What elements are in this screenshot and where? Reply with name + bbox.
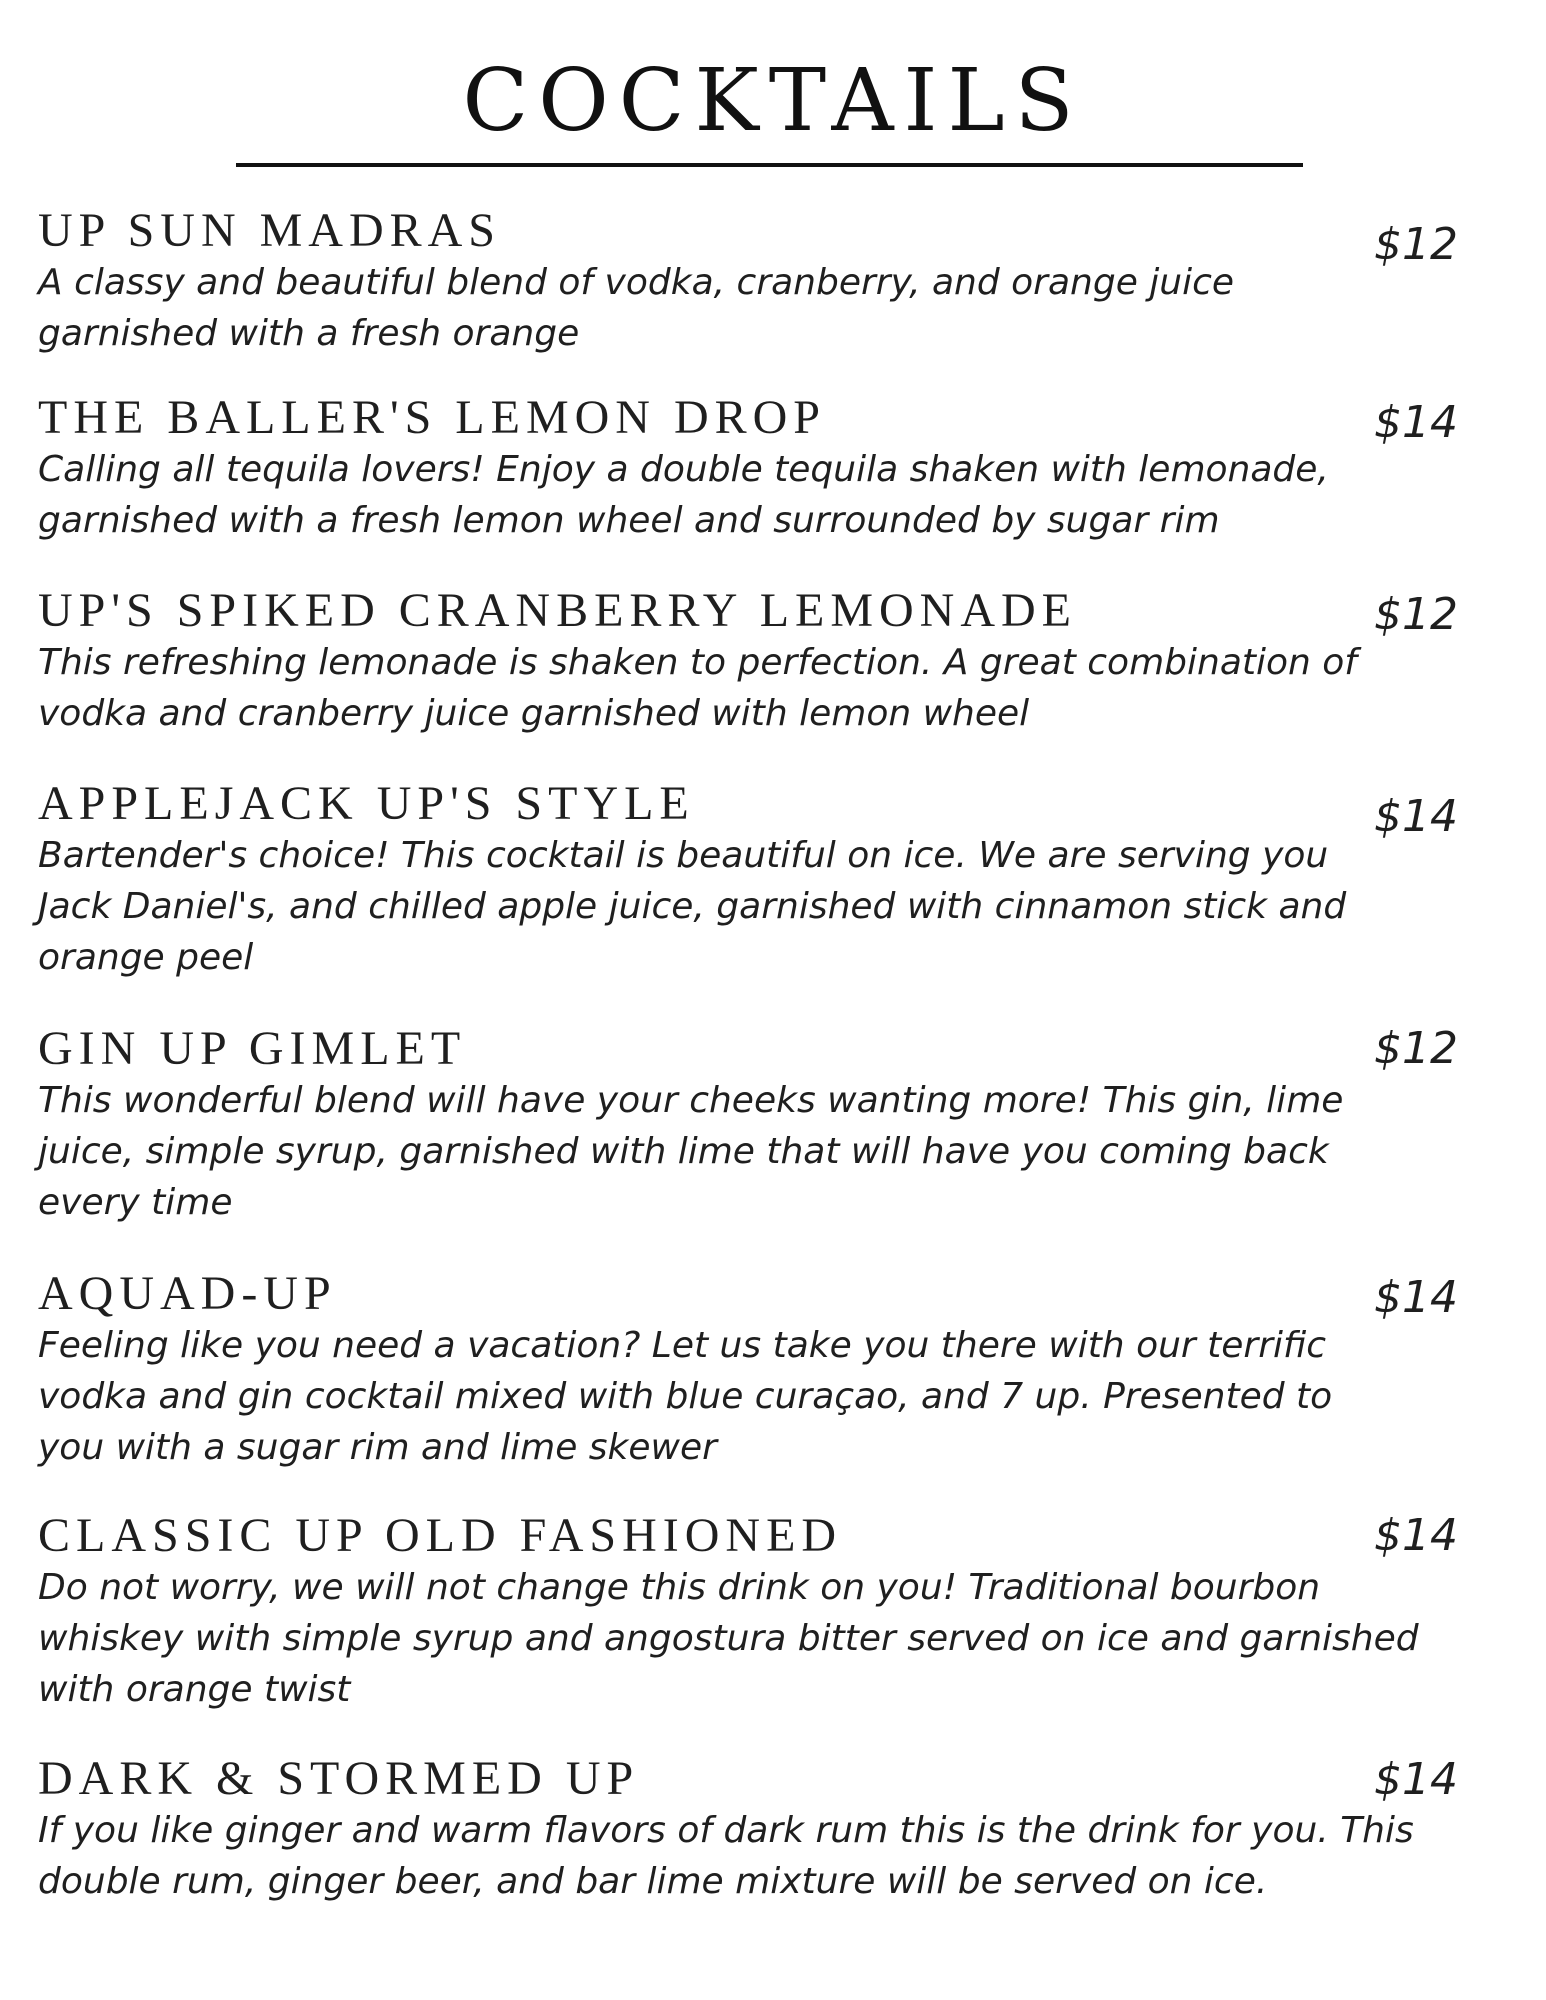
drink-name: UP SUN MADRAS (38, 204, 501, 257)
drink-description: Do not worry, we will not change this drink on you! Traditional bourbon whiskey with simple syrup and angostura bitter served on ice and garnished with orange twist (38, 1566, 1419, 1710)
drink-price: $14 (1374, 791, 1458, 842)
menu-item (38, 585, 1458, 739)
menu-item (38, 1023, 1458, 1228)
drink-price: $14 (1374, 397, 1458, 448)
drink-name: AQUAD-UP (38, 1267, 337, 1320)
menu-item (38, 778, 1458, 983)
drink-description: A classy and beautiful blend of vodka, cranberry, and orange juice garnished with a fresh orange (38, 261, 1235, 354)
drink-description: Feeling like you need a vacation? Let us take you there with our terrific vodka and gin cocktail mixed with blue curaçao, and 7 up. Presented to you with a sugar rim and lime skewer (38, 1324, 1333, 1468)
drink-price: $12 (1374, 589, 1458, 640)
menu-item (38, 1268, 1458, 1473)
drink-price: $12 (1374, 219, 1458, 270)
drink-description: Calling all tequila lovers! Enjoy a double tequila shaken with lemonade, garnished with a fresh lemon wheel and surrounded by sugar rim (38, 448, 1329, 541)
drink-price: $14 (1374, 1510, 1458, 1561)
drink-name: APPLEJACK UP'S STYLE (38, 777, 695, 830)
drink-description: This wonderful blend will have your cheeks wanting more! This gin, lime juice, simple syrup, garnished with lime that will have you coming back every time (38, 1079, 1344, 1223)
menu-item (38, 392, 1458, 546)
drink-description: This refreshing lemonade is shaken to perfection. A great combination of vodka and cranberry juice garnished with lemon wheel (38, 641, 1357, 734)
menu-item (38, 205, 1458, 359)
drink-name: CLASSIC UP OLD FASHIONED (38, 1509, 843, 1562)
drink-name: GIN UP GIMLET (38, 1022, 467, 1075)
menu-item (38, 1510, 1458, 1715)
drink-price: $14 (1374, 1754, 1458, 1805)
drink-price: $12 (1374, 1023, 1458, 1074)
drink-name: THE BALLER'S LEMON DROP (38, 391, 826, 444)
drink-price: $14 (1374, 1272, 1458, 1323)
title-divider (236, 163, 1303, 167)
drink-name: DARK & STORMED UP (38, 1752, 640, 1805)
menu-item (38, 1753, 1458, 1907)
drink-description: Bartender's choice! This cocktail is beautiful on ice. We are serving you Jack Daniel's, and chilled apple juice, garnished with cinnamon stick and orange peel (38, 834, 1347, 978)
drink-description: If you like ginger and warm flavors of dark rum this is the drink for you. This double rum, ginger beer, and bar lime mixture will be served on ice. (38, 1809, 1414, 1902)
drink-name: UP'S SPIKED CRANBERRY LEMONADE (38, 584, 1077, 637)
menu-title: COCKTAILS (462, 51, 1084, 151)
